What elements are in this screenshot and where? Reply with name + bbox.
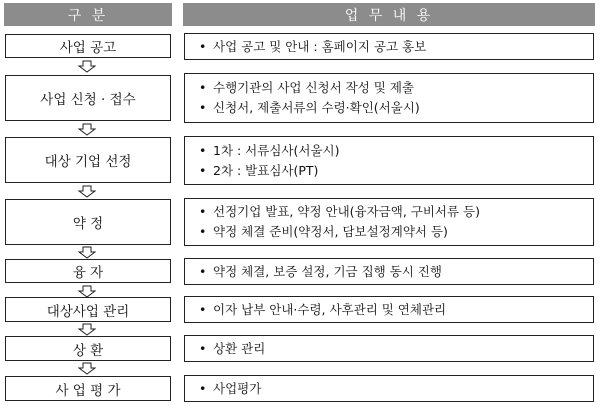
header-category: 구 분 — [4, 3, 172, 26]
list-item: • 신청서, 제출서류의 수령·확인(서울시) — [199, 100, 420, 115]
down-arrow-icon — [78, 123, 96, 136]
down-arrow-icon — [78, 362, 96, 375]
step-label-evaluation: 사 업 평 가 — [5, 376, 171, 401]
step-label-agreement: 약 정 — [5, 199, 171, 245]
list-item: • 사업평가 — [199, 380, 262, 396]
list-item: • 사업 공고 및 안내 : 홈페이지 공고 홍보 — [199, 38, 427, 54]
step-content-repayment — [184, 335, 594, 362]
step-label-repayment: 상 환 — [5, 336, 171, 361]
step-content-loan — [184, 258, 594, 285]
down-arrow-icon — [78, 60, 96, 73]
step-label-loan: 융 자 — [5, 259, 171, 283]
step-content-evaluation — [184, 375, 594, 402]
list-item: • 이자 납부 안내·수령, 사후관리 및 연체관리 — [199, 301, 447, 317]
down-arrow-icon — [78, 323, 96, 336]
header-task-content: 업 무 내 용 — [183, 3, 595, 26]
step-content-selection — [184, 136, 594, 185]
down-arrow-icon — [78, 185, 96, 198]
list-item: • 2차 : 발표심사(PT) — [199, 162, 319, 178]
step-label-announcement: 사업 공고 — [5, 34, 171, 58]
step-label-management: 대상사업 관리 — [5, 297, 171, 322]
step-label-selection: 대상 기업 선정 — [5, 137, 171, 183]
list-item: • 약정 체결, 보증 설정, 기금 집행 동시 진행 — [199, 263, 442, 279]
step-content-application — [184, 73, 594, 123]
list-item: • 선정기업 발표, 약정 안내(융자금액, 구비서류 등) — [199, 204, 480, 219]
step-content-management — [184, 296, 594, 323]
list-item: • 약정 체결 준비(약정서, 담보설정계약서 등) — [199, 224, 448, 239]
step-content-agreement — [184, 198, 594, 246]
step-label-application: 사업 신청 · 접수 — [5, 75, 171, 121]
down-arrow-icon — [78, 246, 96, 259]
list-item: • 수행기관의 사업 신청서 작성 및 제출 — [199, 80, 414, 95]
list-item: • 1차 : 서류심사(서울시) — [199, 142, 340, 158]
step-content-announcement — [184, 33, 594, 60]
list-item: • 상환 관리 — [199, 340, 266, 356]
